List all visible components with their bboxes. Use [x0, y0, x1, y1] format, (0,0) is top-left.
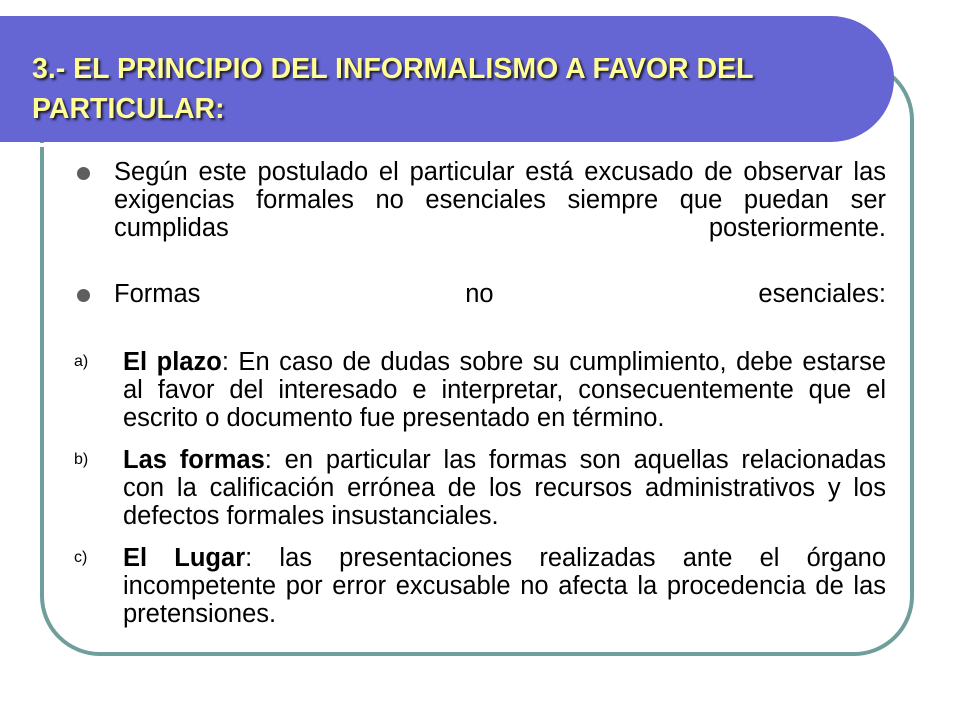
item-term: El plazo	[123, 348, 222, 376]
bullet-dot-icon	[77, 289, 90, 302]
bullet-item	[72, 158, 886, 270]
item-text: : en particular las formas son aquellas relacionadas con la calificación errónea de los recursos administrativos y los defectos formales insustanciales.	[123, 446, 886, 530]
item-body	[123, 446, 886, 530]
bullet-item	[72, 280, 886, 336]
item-body	[123, 544, 886, 628]
item-text: : En caso de dudas sobre su cumplimiento, debe estarse al favor del interesado e interpretar, consecuentemente que el escrito o documento fue presentado en término.	[123, 348, 886, 432]
title-underline	[0, 143, 850, 147]
lettered-item-b	[72, 446, 886, 530]
bullet-text: Formas no esenciales:	[114, 280, 886, 308]
lettered-item-c	[72, 544, 886, 628]
item-text: : las presentaciones realizadas ante el órgano incompetente por error excusable no afecta la procedencia de las pretensiones.	[123, 544, 887, 628]
slide-content	[72, 156, 886, 628]
lettered-item-a	[72, 348, 886, 432]
item-body	[123, 348, 886, 432]
item-marker: c)	[74, 549, 88, 566]
bullet-text: Según este postulado el particular está excusado de observar las exigencias formales no esenciales siempre que puedan ser cumplidas posteriormente.	[114, 158, 886, 242]
title-bar	[0, 16, 894, 142]
slide-title: 3.- EL PRINCIPIO DEL INFORMALISMO A FAVOR DEL PARTICULAR:	[32, 53, 754, 125]
item-marker: b)	[74, 451, 89, 468]
item-marker: a)	[74, 353, 89, 370]
item-term: El Lugar	[123, 544, 246, 572]
bullet-dot-icon	[77, 167, 90, 180]
item-term: Las formas	[123, 446, 265, 474]
